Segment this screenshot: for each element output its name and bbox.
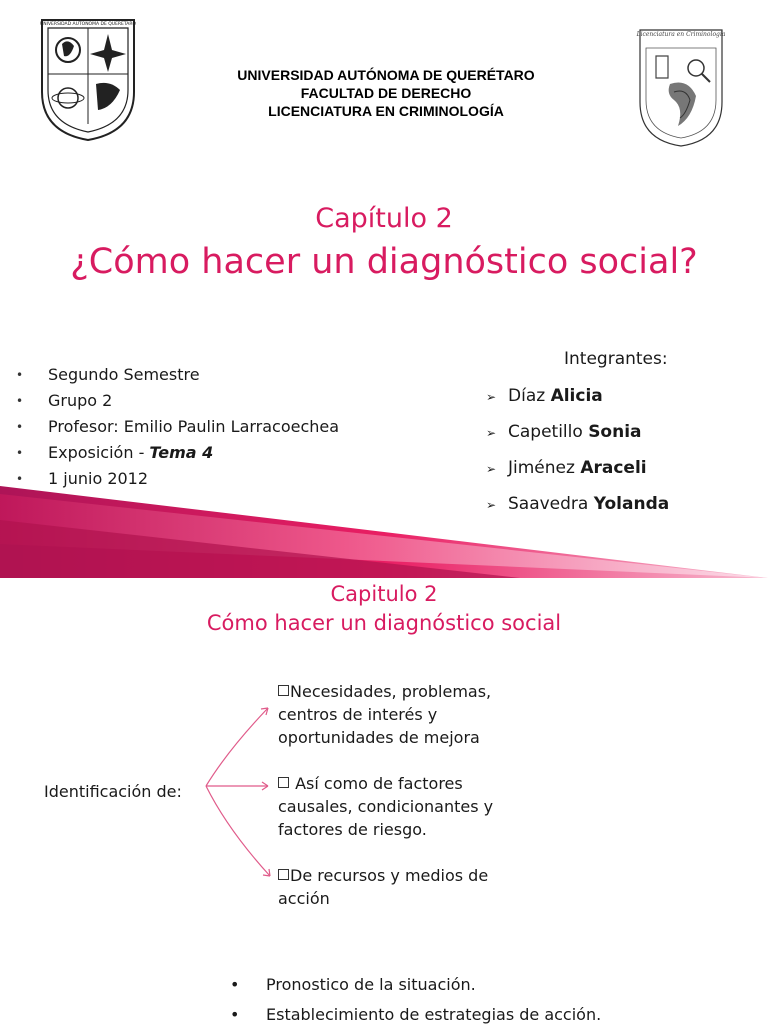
- branch-line: acción: [278, 889, 330, 908]
- members-heading: Integrantes:: [564, 349, 668, 369]
- checkbox-square-icon: [278, 685, 289, 696]
- branch-line: causales, condicionantes y: [278, 797, 494, 816]
- info-list: [16, 362, 339, 492]
- branch-line: centros de interés y: [278, 705, 438, 724]
- branch-line: Necesidades, problemas,: [278, 680, 558, 703]
- branch-line: oportunidades de mejora: [278, 728, 480, 747]
- topic-emphasis: Tema 4: [149, 443, 214, 462]
- branch-factors: [278, 772, 558, 841]
- identification-label: Identificación de:: [44, 782, 182, 801]
- info-item: • Profesor: Emilio Paulin Larracoechea: [16, 417, 340, 436]
- program-name: LICENCIATURA EN CRIMINOLOGÍA: [268, 103, 504, 119]
- info-item: • Exposición - Tema 4: [16, 440, 339, 466]
- criminologia-logo-text: Licenciatura en Criminología: [636, 31, 726, 38]
- slide2-title: Capitulo 2: [330, 582, 438, 606]
- info-item: • 1 junio 2012: [16, 469, 149, 488]
- branch-line: De recursos y medios de: [278, 864, 558, 887]
- chapter-title: Capítulo 2: [315, 203, 453, 234]
- arrow-bullet-icon: ➢: [486, 498, 497, 512]
- branch-arrows: [198, 690, 288, 890]
- arrow-bullet-icon: ➢: [486, 426, 497, 440]
- arrow-bullet-icon: ➢: [486, 390, 497, 404]
- list-item: • Establecimiento de estrategias de acción.: [230, 1005, 602, 1024]
- list-item: • Pronostico de la situación.: [230, 975, 476, 994]
- branch-line: Así como de factores: [278, 772, 558, 795]
- uaq-logo-top-text: UNIVERSIDAD AUTONOMA DE QUERETARO: [39, 22, 137, 27]
- bottom-bullet-list: [230, 970, 601, 1030]
- member-item: ➢ Jiménez Araceli: [486, 451, 669, 487]
- member-item: ➢ Capetillo Sonia: [486, 415, 669, 451]
- presentation-title: ¿Cómo hacer un diagnóstico social?: [70, 242, 698, 282]
- member-item: ➢ Saavedra Yolanda: [486, 487, 669, 523]
- checkbox-square-icon: [278, 869, 289, 880]
- info-item: • Grupo 2: [16, 391, 113, 410]
- arrow-bullet-icon: ➢: [486, 462, 497, 476]
- uaq-crest-logo: [36, 14, 140, 144]
- branch-needs: [278, 680, 558, 749]
- faculty-name: FACULTAD DE DERECHO: [300, 85, 472, 101]
- university-header: [150, 66, 622, 120]
- criminologia-logo: [636, 22, 726, 150]
- branch-resources: [278, 864, 558, 910]
- checkbox-square-icon: [278, 777, 289, 788]
- member-item: ➢ Díaz Alicia: [486, 379, 669, 415]
- slide2-subtitle: Cómo hacer un diagnóstico social: [206, 611, 562, 635]
- university-name: UNIVERSIDAD AUTÓNOMA DE QUERÉTARO: [237, 67, 535, 83]
- info-item: • Segundo Semestre: [16, 365, 200, 384]
- branch-line: factores de riesgo.: [278, 820, 427, 839]
- decorative-wedge: [0, 480, 768, 578]
